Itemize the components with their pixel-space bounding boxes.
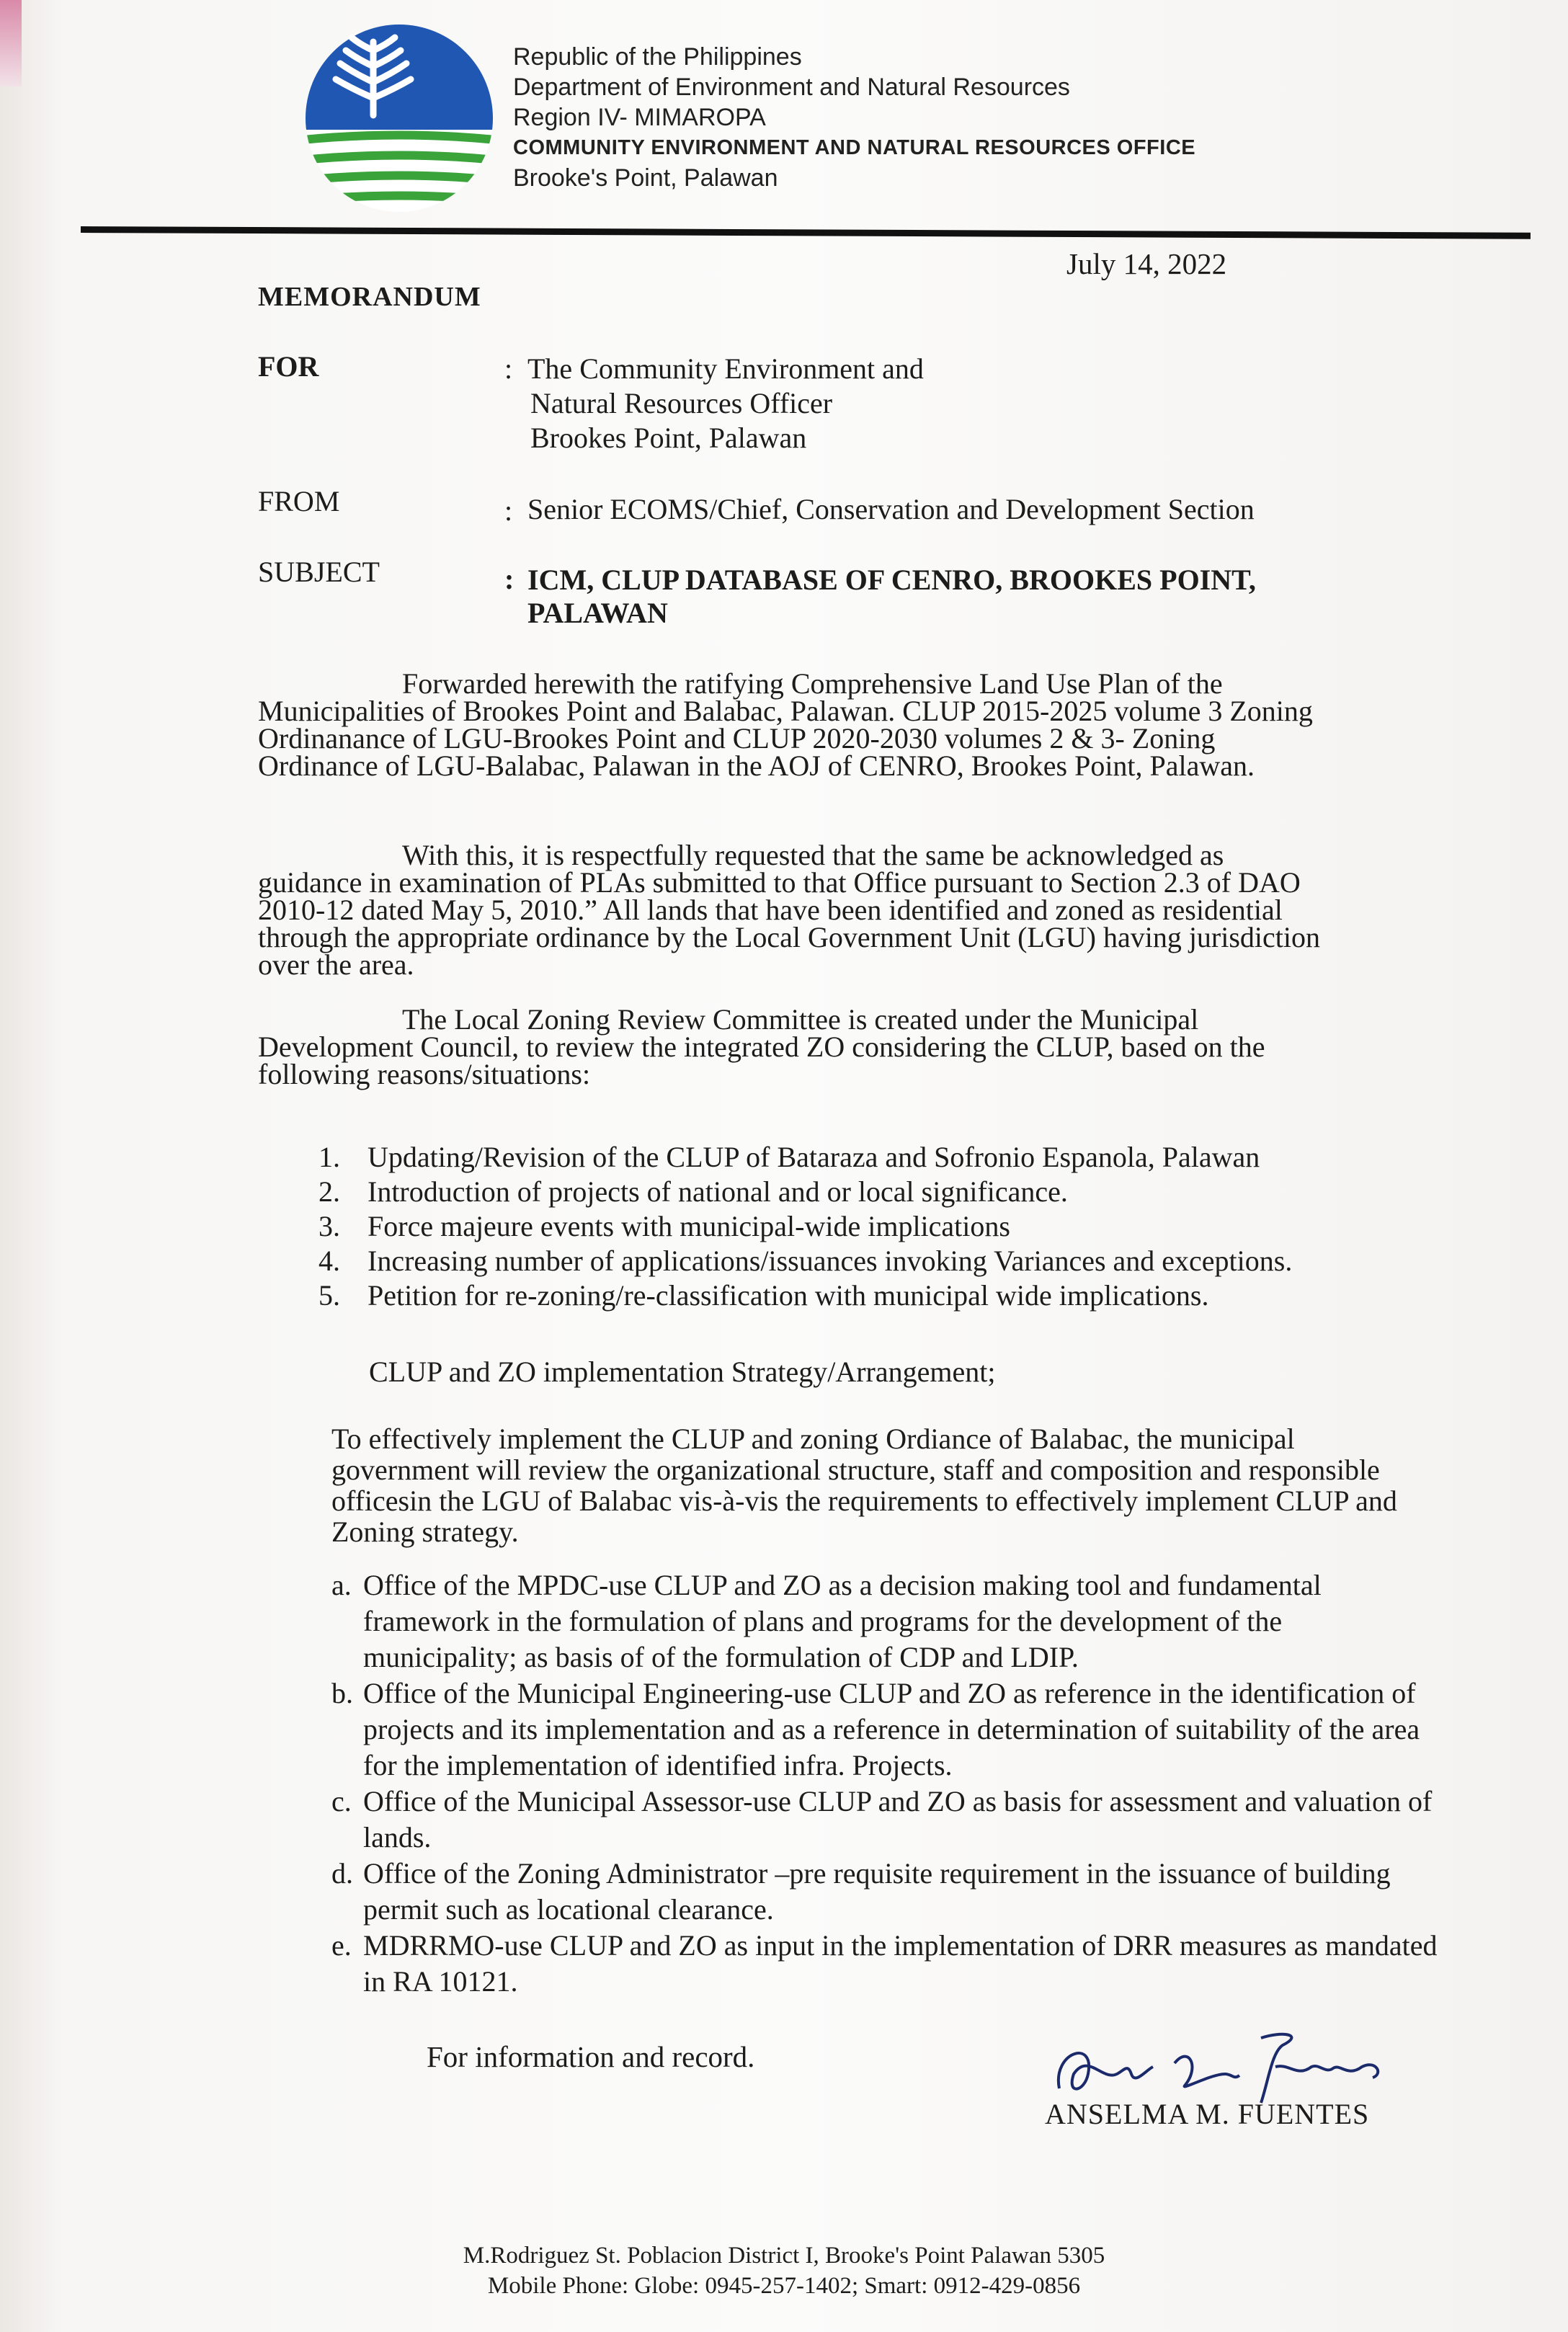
from-value: Senior ECOMS/Chief, Conservation and Development Section [527, 493, 1255, 525]
office-item: e. MDRRMO-use CLUP and ZO as input in the implementation of DRR measures as mandated in RA 10121. [331, 1929, 1438, 1998]
signatory-name: ANSELMA M. FUENTES [1045, 2098, 1370, 2130]
office-item: a. Office of the MPDC-use CLUP and ZO as a decision making tool and fundamental framework in the formulation of plans and programs for the development of the municipality; as basis of of the formulation of CDP and LDIP. [331, 1569, 1322, 1673]
paragraph-committee: The Local Zoning Review Committee is created under the Municipal Development Council, to review the integrated ZO considering the CLUP, based on the following reasons/situations: [258, 1003, 1265, 1090]
subject-label: SUBJECT [258, 556, 380, 588]
agency-line-department: Department of Environment and Natural Resources [513, 74, 1070, 101]
closing-line: For information and record. [427, 2040, 755, 2073]
subject-line-1: ICM, CLUP DATABASE OF CENRO, BROOKES POINT, [527, 564, 1256, 596]
reason-item: 2. Introduction of projects of national and or local significance. [318, 1175, 1068, 1208]
paragraph-request: With this, it is respectfully requested that the same be acknowledged as guidance in examination of PLAs submitted to that Office pursuant to Section 2.3 of DAO 2010-12 dated May 5, 2010.” All lands that have been identified and zoned as residential through the appropriate ordinance by the Local Government Unit (LGU) having jurisdiction over the area. [258, 839, 1321, 981]
agency-line-region: Region IV- MIMAROPA [513, 104, 766, 131]
for-colon: : [504, 352, 513, 385]
office-item: b. Office of the Municipal Engineering-use CLUP and ZO as reference in the identification of projects and its implementation and as a reference in determination of suitability of the area for the implementation of identified infra. Projects. [331, 1677, 1420, 1781]
for-line-1: The Community Environment and [527, 352, 924, 385]
office-item: d. Office of the Zoning Administrator –pre requisite requirement in the issuance of building permit such as locational clearance. [331, 1857, 1391, 1926]
agency-line-location: Brooke's Point, Palawan [513, 164, 778, 192]
paragraph-forwarded: Forwarded herewith the ratifying Comprehensive Land Use Plan of the Municipalities of Brookes Point and Balabac, Palawan. CLUP 2015-2025 volume 3 Zoning Ordinanance of LGU-Brookes Point and CLUP 2020-2030 volumes 2 & 3- Zoning Ordinance of LGU-Balabac, Palawan in the AOJ of CENRO, Brookes Point, Palawan. [258, 667, 1313, 782]
strategy-heading: CLUP and ZO implementation Strategy/Arrangement; [369, 1356, 996, 1388]
subject-value [527, 564, 1256, 630]
reasons-list [318, 1140, 1292, 1313]
for-line-3: Brookes Point, Palawan [530, 422, 807, 454]
reason-item: 4. Increasing number of applications/issuances invoking Variances and exceptions. [318, 1245, 1293, 1277]
agency-line-republic: Republic of the Philippines [513, 43, 802, 71]
for-label: FOR [258, 350, 319, 383]
reason-item: 5. Petition for re-zoning/re-classification with municipal wide implications. [318, 1279, 1209, 1312]
memo-title: MEMORANDUM [258, 282, 481, 312]
paragraph-implement: To effectively implement the CLUP and zoning Ordiance of Balabac, the municipal government will review the organizational structure, staff and composition and responsible officesin the LGU of Balabac vis-à-vis the requirements to effectively implement CLUP and Zoning strategy. [331, 1423, 1397, 1548]
for-line-2: Natural Resources Officer [530, 387, 833, 419]
from-label: FROM [258, 485, 340, 517]
subject-line-2: PALAWAN [527, 597, 668, 629]
offices-list [331, 1567, 1441, 2000]
agency-header [513, 42, 1195, 193]
reason-item: 1. Updating/Revision of the CLUP of Bataraza and Sofronio Espanola, Palawan [318, 1141, 1260, 1173]
memo-date: July 14, 2022 [1066, 247, 1227, 280]
footer-phone: Mobile Phone: Globe: 0945-257-1402; Smart: 0912-429-0856 [487, 2273, 1081, 2299]
footer-address: M.Rodriguez St. Poblacion District I, Brooke's Point Palawan 5305 [463, 2243, 1105, 2269]
office-item: c. Office of the Municipal Assessor-use CLUP and ZO as basis for assessment and valuation of lands. [331, 1785, 1433, 1853]
reason-item: 3. Force majeure events with municipal-wide implications [318, 1210, 1010, 1242]
subject-colon: : [504, 563, 514, 595]
for-value [527, 352, 924, 455]
denr-logo-icon [303, 22, 496, 215]
page-edge-shadow [0, 0, 22, 86]
agency-line-office: COMMUNITY ENVIRONMENT AND NATURAL RESOURCES OFFICE [513, 136, 1196, 159]
header-divider [81, 226, 1531, 239]
from-colon: : [504, 494, 513, 527]
